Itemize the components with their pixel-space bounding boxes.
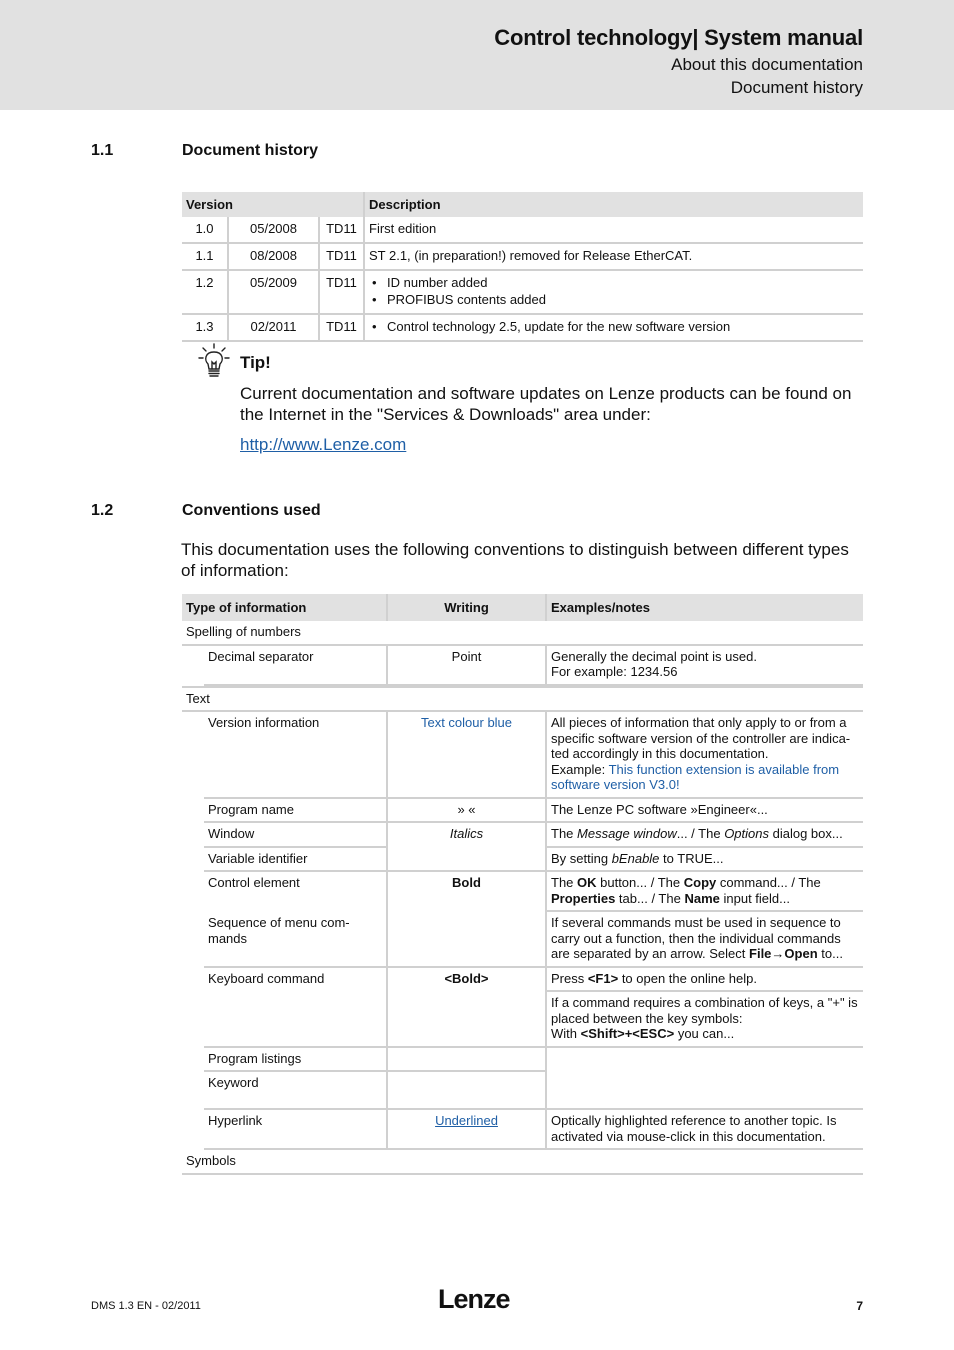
- writing-cell: Text colour blue: [386, 712, 545, 799]
- text: command... / The: [716, 875, 821, 890]
- italic-text: bEnable: [611, 850, 660, 866]
- example-line: Generally the decimal point is used.: [551, 648, 757, 664]
- type-cell: Program listings: [204, 1048, 386, 1073]
- indent-cell: [182, 1048, 204, 1073]
- text: With: [551, 1026, 581, 1041]
- type-cell: Version information: [204, 712, 386, 799]
- italic-text: Message window: [577, 826, 677, 841]
- bullet-list: [369, 274, 859, 308]
- page-number: 7: [856, 1299, 863, 1313]
- type-cell: Program name: [204, 799, 386, 824]
- type-cell: Keyboard command: [204, 968, 386, 1048]
- bold-text: <F1>: [587, 970, 619, 986]
- example-prefix: Example:: [551, 761, 609, 777]
- date-cell: 05/2009: [227, 271, 318, 315]
- underlined-link[interactable]: Underlined: [435, 1113, 498, 1128]
- section-heading-text: Document history: [182, 142, 319, 159]
- writing-cell: [386, 1110, 545, 1150]
- date-cell: 08/2008: [227, 244, 318, 271]
- logo-text: Lenze: [438, 1286, 510, 1314]
- indent-cell: [182, 646, 204, 686]
- indent-cell: [182, 848, 204, 873]
- type-cell: Hyperlink: [204, 1110, 386, 1150]
- bold-text: Properties: [551, 890, 616, 906]
- indent-cell: [182, 912, 204, 968]
- description-cell: First edition: [363, 217, 863, 244]
- table-row: [182, 823, 863, 848]
- indent-cell: [182, 712, 204, 799]
- td-cell: TD11: [318, 315, 363, 342]
- type-cell: Sequence of menu com-mands: [204, 912, 386, 968]
- writing-cell: Italics: [386, 823, 545, 872]
- text: If several commands must be used in sequence to carry out a function, then the individual commands are separated by an arrow. Select: [551, 915, 841, 961]
- section-number: 1.2: [91, 502, 114, 519]
- example-cell: [545, 646, 863, 686]
- bold-text: Name: [684, 890, 720, 906]
- bold-text: Copy: [683, 875, 717, 890]
- example-line: If a command requires a combination of keys, a "+" is placed between the key symbols:: [551, 995, 858, 1026]
- version-cell: 1.1: [182, 244, 227, 271]
- column-header-writing: Writing: [386, 594, 545, 621]
- example-cell: [545, 1048, 863, 1111]
- text: dialog box...: [769, 826, 843, 841]
- section-heading-text: Conventions used: [182, 502, 321, 519]
- example-line: [551, 1026, 859, 1042]
- type-cell: Control element: [208, 875, 300, 890]
- group-text: Text: [182, 686, 863, 713]
- td-cell: TD11: [318, 244, 363, 271]
- writing-cell: [386, 1048, 545, 1073]
- bullet-list: [369, 318, 859, 335]
- description-cell: [363, 271, 863, 315]
- tip-body: Current documentation and software updates on Lenze products can be found on the Internet in the "Services & Downloads" area under:: [240, 384, 852, 424]
- bold-text: <Shift>+<ESC>: [580, 1026, 675, 1041]
- description-cell: ST 2.1, (in preparation!) removed for Release EtherCAT.: [363, 244, 863, 271]
- indent-cell: [182, 799, 204, 824]
- writing-cell: Point: [386, 646, 545, 686]
- text: input field...: [719, 890, 790, 906]
- table-row: [182, 646, 863, 686]
- example-line: All pieces of information that only apply to or from a specific software version of the controller are indica-ted accordingly in this documentation.: [551, 715, 851, 761]
- table-row: [182, 1150, 863, 1175]
- td-cell: TD11: [318, 217, 363, 244]
- bold-text: OK: [577, 875, 597, 890]
- example-cell: [545, 823, 863, 848]
- page-header: [0, 0, 954, 110]
- table-row: [182, 968, 863, 993]
- table-header-row: [182, 594, 863, 621]
- text: By setting: [551, 850, 612, 866]
- text: button... / The: [596, 875, 684, 890]
- td-cell: TD11: [318, 271, 363, 315]
- tip-title: Tip!: [240, 353, 271, 372]
- example-cell: Optically highlighted reference to another topic. Is activated via mouse-click in this documentation.: [545, 1110, 863, 1150]
- group-symbols: Symbols: [182, 1150, 863, 1175]
- table-row: [182, 799, 863, 824]
- type-cell: Variable identifier: [204, 848, 386, 873]
- date-cell: 02/2011: [227, 315, 318, 342]
- bold-text: Open: [784, 946, 818, 961]
- type-cell: Keyword: [204, 1072, 386, 1110]
- indent-cell: [182, 872, 204, 912]
- group-spelling-of-numbers: Spelling of numbers: [182, 621, 863, 646]
- document-history-table: [182, 192, 863, 342]
- version-cell: 1.0: [182, 217, 227, 244]
- description-cell: [363, 315, 863, 342]
- writing-cell: Bold: [386, 872, 545, 968]
- example-cell: [545, 848, 863, 873]
- list-item: • ID number added: [369, 274, 859, 291]
- table-header-row: [182, 192, 863, 217]
- text: to TRUE...: [659, 850, 724, 866]
- writing-cell: » «: [386, 799, 545, 824]
- text: tab... / The: [615, 890, 685, 906]
- lenze-website-link[interactable]: http://www.Lenze.com: [240, 435, 407, 454]
- text: you can...: [674, 1026, 735, 1041]
- type-cell: Decimal separator: [204, 646, 386, 686]
- example-cell: [545, 872, 863, 912]
- column-header-version: Version: [182, 192, 363, 217]
- lenze-logo: [438, 1286, 518, 1314]
- table-row: [182, 271, 863, 315]
- example-cell: [545, 912, 863, 968]
- example-line: [551, 762, 859, 793]
- example-cell: [545, 712, 863, 799]
- intro-paragraph: This documentation uses the following conventions to distinguish between different types of information:: [181, 540, 849, 580]
- indent-cell: [182, 1072, 204, 1110]
- indent-cell: [182, 968, 204, 993]
- document-code: DMS 1.3 EN - 02/2011: [91, 1300, 201, 1312]
- column-header-type: Type of information: [182, 594, 386, 621]
- example-cell: [545, 968, 863, 993]
- italic-text: Options: [724, 826, 769, 841]
- table-row: [182, 712, 863, 799]
- example-blue-text: This function extension is available from software version V3.0!: [551, 761, 840, 792]
- list-item: • PROFIBUS contents added: [369, 291, 859, 308]
- table-row: [182, 315, 863, 342]
- text: The: [551, 875, 578, 890]
- date-cell: 05/2008: [227, 217, 318, 244]
- bold-text: File: [749, 946, 772, 961]
- table-row: [182, 244, 863, 271]
- table-row: [182, 621, 863, 646]
- arrow-icon: →: [771, 946, 785, 961]
- table-row: [182, 686, 863, 713]
- writing-cell: <Bold>: [386, 968, 545, 1048]
- list-item: • Control technology 2.5, update for the new software version: [369, 318, 859, 335]
- text: to open the online help.: [618, 970, 757, 986]
- conventions-table: [182, 594, 863, 1175]
- table-row: [182, 1048, 863, 1073]
- chapter-title: About this documentation: [671, 55, 863, 74]
- version-cell: 1.3: [182, 315, 227, 342]
- text: ... / The: [676, 826, 725, 841]
- manual-title: Control technology| System manual: [494, 25, 863, 50]
- example-line: For example: 1234.56: [551, 664, 678, 679]
- lightbulb-icon: [197, 343, 231, 379]
- indent-cell: [182, 1110, 204, 1150]
- example-cell: The Lenze PC software »Engineer«...: [545, 799, 863, 824]
- text: Press: [551, 970, 588, 986]
- version-cell: 1.2: [182, 271, 227, 315]
- column-header-examples: Examples/notes: [545, 594, 863, 621]
- indent-cell: [182, 992, 204, 1048]
- table-row: [182, 872, 863, 912]
- example-cell: [545, 992, 863, 1048]
- text: to...: [817, 946, 843, 961]
- table-row: [182, 1110, 863, 1150]
- section-number: 1.1: [91, 142, 114, 159]
- writing-cell: [386, 1072, 545, 1110]
- text: The: [551, 826, 578, 841]
- column-header-description: Description: [363, 192, 863, 217]
- indent-cell: [182, 823, 204, 848]
- type-cell: Window: [204, 823, 386, 848]
- section-title: Document history: [730, 78, 863, 97]
- table-row: [182, 217, 863, 244]
